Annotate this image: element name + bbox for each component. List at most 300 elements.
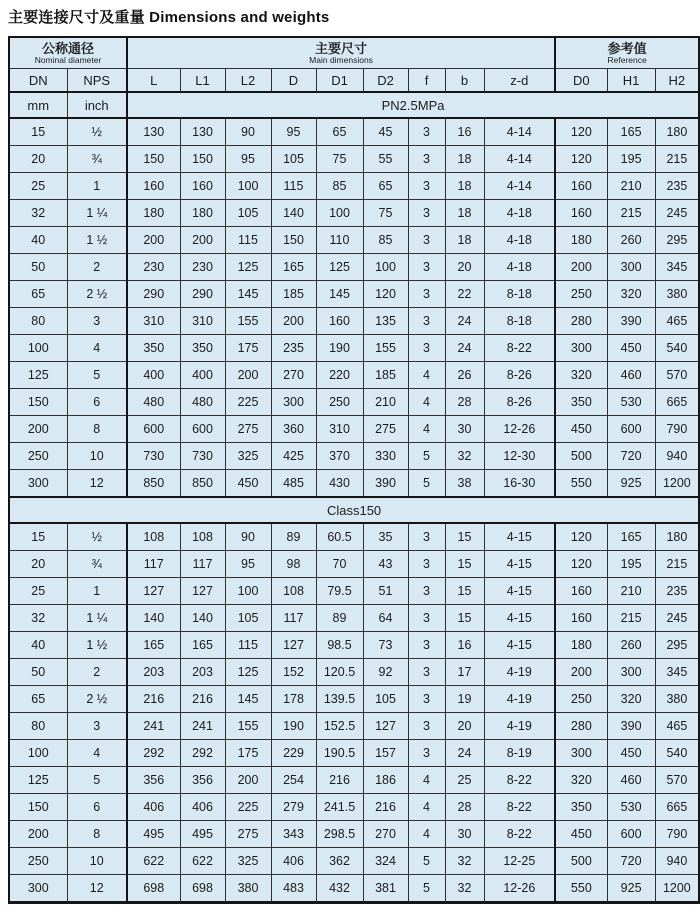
table-cell: 65 — [363, 173, 408, 200]
table-cell: 3 — [408, 200, 445, 227]
table-cell: 135 — [363, 308, 408, 335]
table-cell: 600 — [180, 416, 225, 443]
table-row — [9, 848, 699, 875]
table-cell: 25 — [9, 578, 67, 605]
table-cell: 155 — [363, 335, 408, 362]
table-cell: 4-18 — [484, 254, 555, 281]
table-cell: 18 — [445, 173, 484, 200]
table-cell: 108 — [271, 578, 316, 605]
table-cell: 3 — [408, 659, 445, 686]
table-cell: 2 ½ — [67, 281, 127, 308]
table-cell: 292 — [180, 740, 225, 767]
table-cell: 105 — [271, 146, 316, 173]
table-cell: 300 — [271, 389, 316, 416]
table-cell: 720 — [607, 848, 655, 875]
table-cell: ¾ — [67, 551, 127, 578]
table-cell: 460 — [607, 362, 655, 389]
table-cell: 1200 — [655, 470, 699, 498]
table-cell: 495 — [180, 821, 225, 848]
table-cell: 298.5 — [316, 821, 363, 848]
table-cell: 665 — [655, 389, 699, 416]
table-cell: 350 — [555, 794, 607, 821]
table-cell: 152 — [271, 659, 316, 686]
table-row — [9, 173, 699, 200]
table-cell: 203 — [180, 659, 225, 686]
table-row — [9, 308, 699, 335]
table-cell: 260 — [607, 227, 655, 254]
table-cell: 105 — [225, 200, 271, 227]
table-cell: 250 — [9, 443, 67, 470]
table-cell: 250 — [9, 848, 67, 875]
table-cell: 3 — [408, 740, 445, 767]
column-header-f: f — [408, 69, 445, 93]
table-cell: 320 — [607, 686, 655, 713]
table-cell: 165 — [271, 254, 316, 281]
table-cell: 32 — [9, 200, 67, 227]
table-row — [9, 659, 699, 686]
table-cell: 380 — [655, 686, 699, 713]
table-cell: 345 — [655, 254, 699, 281]
table-cell: 8-22 — [484, 335, 555, 362]
table-cell: 186 — [363, 767, 408, 794]
table-cell: 730 — [180, 443, 225, 470]
column-header-h1: H1 — [607, 69, 655, 93]
table-cell: 390 — [607, 308, 655, 335]
table-cell: 80 — [9, 713, 67, 740]
table-cell: 279 — [271, 794, 316, 821]
table-cell: 55 — [363, 146, 408, 173]
table-cell: 200 — [225, 362, 271, 389]
table-cell: 450 — [607, 740, 655, 767]
table-cell: 330 — [363, 443, 408, 470]
table-cell: 8-18 — [484, 281, 555, 308]
table-cell: 215 — [655, 551, 699, 578]
table-cell: 6 — [67, 794, 127, 821]
table-cell: 4-18 — [484, 227, 555, 254]
table-cell: 250 — [555, 686, 607, 713]
table-cell: 245 — [655, 200, 699, 227]
group-header-nominal-diameter — [9, 37, 127, 69]
table-cell: 165 — [607, 118, 655, 146]
table-cell: 32 — [445, 875, 484, 903]
table-cell: 450 — [555, 821, 607, 848]
table-cell: 4-19 — [484, 713, 555, 740]
table-cell: 500 — [555, 848, 607, 875]
table-cell: 10 — [67, 443, 127, 470]
table-cell: 195 — [607, 146, 655, 173]
table-cell: 22 — [445, 281, 484, 308]
table-cell: 51 — [363, 578, 408, 605]
table-cell: 300 — [9, 470, 67, 498]
table-cell: 25 — [9, 173, 67, 200]
table-cell: 200 — [555, 659, 607, 686]
table-cell: 480 — [180, 389, 225, 416]
table-cell: 180 — [180, 200, 225, 227]
table-cell: 110 — [316, 227, 363, 254]
table-cell: 24 — [445, 335, 484, 362]
column-header-d1: D1 — [316, 69, 363, 93]
table-cell: 295 — [655, 227, 699, 254]
table-cell: 215 — [607, 200, 655, 227]
table-cell: 18 — [445, 227, 484, 254]
table-cell: 127 — [127, 578, 180, 605]
table-cell: 3 — [408, 686, 445, 713]
table-cell: 180 — [655, 523, 699, 551]
table-cell: 1 ¼ — [67, 200, 127, 227]
table-cell: 300 — [607, 254, 655, 281]
table-cell: 210 — [363, 389, 408, 416]
group-header-main-dimensions — [127, 37, 555, 69]
table-cell: 17 — [445, 659, 484, 686]
table-cell: 89 — [271, 523, 316, 551]
table-cell: 3 — [408, 523, 445, 551]
table-cell: 4-19 — [484, 659, 555, 686]
table-cell: 20 — [445, 254, 484, 281]
table-cell: 540 — [655, 335, 699, 362]
table-cell: 622 — [127, 848, 180, 875]
table-cell: 15 — [445, 551, 484, 578]
table-cell: 8-22 — [484, 767, 555, 794]
table-cell: 2 ½ — [67, 686, 127, 713]
table-cell: 210 — [607, 173, 655, 200]
table-row — [9, 686, 699, 713]
table-row — [9, 523, 699, 551]
table-cell: 16-30 — [484, 470, 555, 498]
column-header-d2: D2 — [363, 69, 408, 93]
table-row — [9, 254, 699, 281]
table-cell: ¾ — [67, 146, 127, 173]
table-cell: 4 — [408, 362, 445, 389]
table-row — [9, 821, 699, 848]
table-cell: 35 — [363, 523, 408, 551]
table-cell: 665 — [655, 794, 699, 821]
table-cell: 4-14 — [484, 173, 555, 200]
table-cell: 483 — [271, 875, 316, 903]
column-header-zd: z-d — [484, 69, 555, 93]
table-cell: 235 — [271, 335, 316, 362]
table-cell: 190 — [271, 713, 316, 740]
table-cell: 15 — [445, 605, 484, 632]
table-cell: 15 — [9, 523, 67, 551]
section-label-pn25mpa: PN2.5MPa — [127, 92, 699, 118]
table-cell: 465 — [655, 713, 699, 740]
table-cell: 290 — [180, 281, 225, 308]
table-row — [9, 713, 699, 740]
table-cell: 216 — [316, 767, 363, 794]
table-row — [9, 794, 699, 821]
table-cell: 550 — [555, 875, 607, 903]
table-cell: 3 — [67, 713, 127, 740]
table-cell: 215 — [607, 605, 655, 632]
table-cell: 38 — [445, 470, 484, 498]
table-cell: 165 — [180, 632, 225, 659]
table-cell: 1200 — [655, 875, 699, 903]
table-cell: 3 — [408, 551, 445, 578]
table-cell: 26 — [445, 362, 484, 389]
table-cell: 100 — [9, 740, 67, 767]
table-cell: 345 — [655, 659, 699, 686]
unit-mm: mm — [9, 92, 67, 118]
table-cell: 43 — [363, 551, 408, 578]
table-cell: 24 — [445, 308, 484, 335]
table-row — [9, 118, 699, 146]
table-cell: 380 — [655, 281, 699, 308]
table-cell: 75 — [316, 146, 363, 173]
table-cell: 3 — [408, 335, 445, 362]
table-row — [9, 470, 699, 498]
table-cell: 155 — [225, 713, 271, 740]
table-cell: 8-26 — [484, 389, 555, 416]
table-cell: 160 — [180, 173, 225, 200]
table-cell: 125 — [225, 659, 271, 686]
table-cell: 160 — [127, 173, 180, 200]
table-row — [9, 632, 699, 659]
table-cell: 180 — [555, 632, 607, 659]
table-cell: 241.5 — [316, 794, 363, 821]
table-cell: 360 — [271, 416, 316, 443]
table-cell: 698 — [127, 875, 180, 903]
table-cell: 390 — [363, 470, 408, 498]
table-cell: 95 — [271, 118, 316, 146]
table-cell: 108 — [127, 523, 180, 551]
table-cell: 125 — [9, 767, 67, 794]
table-cell: 175 — [225, 740, 271, 767]
table-cell: 5 — [408, 875, 445, 903]
table-cell: 3 — [408, 605, 445, 632]
table-cell: 195 — [607, 551, 655, 578]
group-header-reference — [555, 37, 699, 69]
group-label-zh: 参考值 — [607, 40, 647, 56]
table-cell: 4-19 — [484, 686, 555, 713]
table-cell: 480 — [127, 389, 180, 416]
column-header-l: L — [127, 69, 180, 93]
table-cell: ½ — [67, 523, 127, 551]
table-cell: 152.5 — [316, 713, 363, 740]
table-cell: 185 — [271, 281, 316, 308]
table-cell: 79.5 — [316, 578, 363, 605]
table-cell: 18 — [445, 146, 484, 173]
table-cell: 406 — [180, 794, 225, 821]
table-cell: 98 — [271, 551, 316, 578]
table-cell: 185 — [363, 362, 408, 389]
group-header-row — [9, 37, 699, 69]
table-cell: 12-26 — [484, 416, 555, 443]
table-cell: 100 — [316, 200, 363, 227]
table-cell: 200 — [9, 821, 67, 848]
table-cell: 450 — [607, 335, 655, 362]
table-cell: 30 — [445, 416, 484, 443]
table-cell: 4 — [408, 767, 445, 794]
table-cell: 120 — [555, 551, 607, 578]
table-cell: 450 — [225, 470, 271, 498]
table-cell: 450 — [555, 416, 607, 443]
table-cell: 3 — [408, 632, 445, 659]
table-cell: 3 — [408, 713, 445, 740]
table-cell: 157 — [363, 740, 408, 767]
table-cell: 4 — [67, 740, 127, 767]
table-cell: 310 — [180, 308, 225, 335]
table-cell: 216 — [127, 686, 180, 713]
table-cell: 8-19 — [484, 740, 555, 767]
table-cell: 1 ¼ — [67, 605, 127, 632]
table-cell: 3 — [408, 118, 445, 146]
table-cell: 117 — [271, 605, 316, 632]
table-cell: 15 — [445, 578, 484, 605]
table-cell: 105 — [225, 605, 271, 632]
table-cell: 4-15 — [484, 605, 555, 632]
table-cell: 850 — [127, 470, 180, 498]
table-cell: 92 — [363, 659, 408, 686]
table-cell: 12-25 — [484, 848, 555, 875]
table-cell: 115 — [225, 632, 271, 659]
group-label-en: Nominal diameter — [34, 55, 102, 66]
table-cell: 600 — [607, 416, 655, 443]
table-cell: 120.5 — [316, 659, 363, 686]
table-cell: 250 — [316, 389, 363, 416]
table-cell: 320 — [555, 767, 607, 794]
column-header-d0: D0 — [555, 69, 607, 93]
table-cell: 90 — [225, 523, 271, 551]
table-row — [9, 335, 699, 362]
table-cell: 16 — [445, 632, 484, 659]
table-cell: 4-15 — [484, 523, 555, 551]
table-cell: 127 — [363, 713, 408, 740]
table-cell: 6 — [67, 389, 127, 416]
table-cell: 10 — [67, 848, 127, 875]
table-cell: 180 — [127, 200, 180, 227]
table-cell: 3 — [408, 146, 445, 173]
table-cell: 200 — [9, 416, 67, 443]
table-cell: 5 — [408, 443, 445, 470]
table-cell: 140 — [127, 605, 180, 632]
table-cell: 600 — [607, 821, 655, 848]
table-cell: 280 — [555, 308, 607, 335]
table-cell: 150 — [9, 389, 67, 416]
table-cell: 140 — [180, 605, 225, 632]
table-cell: 600 — [127, 416, 180, 443]
table-cell: 200 — [180, 227, 225, 254]
table-cell: 85 — [316, 173, 363, 200]
section-pn25mpa-body — [9, 118, 699, 497]
table-cell: 4-15 — [484, 578, 555, 605]
table-cell: 18 — [445, 200, 484, 227]
section-divider-row — [9, 497, 699, 523]
column-header-dn: DN — [9, 69, 67, 93]
table-cell: 190.5 — [316, 740, 363, 767]
table-cell: 50 — [9, 659, 67, 686]
table-cell: 250 — [555, 281, 607, 308]
section-label-class150: Class150 — [9, 497, 699, 523]
table-cell: 150 — [271, 227, 316, 254]
table-cell: 275 — [225, 821, 271, 848]
dimensions-table — [8, 36, 700, 904]
table-cell: 32 — [9, 605, 67, 632]
table-cell: 300 — [607, 659, 655, 686]
table-cell: 8-18 — [484, 308, 555, 335]
table-cell: 3 — [408, 173, 445, 200]
table-cell: 32 — [445, 443, 484, 470]
table-cell: 178 — [271, 686, 316, 713]
table-cell: 381 — [363, 875, 408, 903]
table-cell: 20 — [445, 713, 484, 740]
table-cell: 241 — [180, 713, 225, 740]
column-header-h2: H2 — [655, 69, 699, 93]
table-cell: 130 — [180, 118, 225, 146]
table-cell: 200 — [555, 254, 607, 281]
group-label-en: Main dimensions — [309, 55, 373, 66]
table-cell: 3 — [408, 281, 445, 308]
table-cell: 3 — [408, 254, 445, 281]
table-cell: 125 — [316, 254, 363, 281]
table-row — [9, 416, 699, 443]
table-cell: 4 — [408, 389, 445, 416]
table-cell: 4 — [67, 335, 127, 362]
column-header-b: b — [445, 69, 484, 93]
group-label-en: Reference — [607, 55, 647, 66]
table-cell: 530 — [607, 389, 655, 416]
table-cell: 8-26 — [484, 362, 555, 389]
table-row — [9, 227, 699, 254]
table-cell: 320 — [607, 281, 655, 308]
table-cell: 406 — [271, 848, 316, 875]
table-cell: 2 — [67, 659, 127, 686]
table-cell: 160 — [555, 578, 607, 605]
table-cell: 730 — [127, 443, 180, 470]
table-cell: 28 — [445, 794, 484, 821]
table-cell: 15 — [9, 118, 67, 146]
table-cell: 45 — [363, 118, 408, 146]
table-cell: 98.5 — [316, 632, 363, 659]
table-cell: 70 — [316, 551, 363, 578]
table-cell: 850 — [180, 470, 225, 498]
table-row — [9, 740, 699, 767]
table-cell: 80 — [9, 308, 67, 335]
table-cell: 105 — [363, 686, 408, 713]
table-cell: 28 — [445, 389, 484, 416]
table-cell: 12-26 — [484, 875, 555, 903]
table-cell: 117 — [127, 551, 180, 578]
table-cell: 1 ½ — [67, 632, 127, 659]
table-cell: 125 — [225, 254, 271, 281]
table-cell: 300 — [555, 740, 607, 767]
table-cell: 100 — [225, 173, 271, 200]
table-cell: 4 — [408, 416, 445, 443]
table-cell: 495 — [127, 821, 180, 848]
section-class150-body — [9, 523, 699, 903]
table-cell: 145 — [225, 686, 271, 713]
table-cell: 245 — [655, 605, 699, 632]
table-cell: 432 — [316, 875, 363, 903]
column-header-nps: NPS — [67, 69, 127, 93]
table-cell: 64 — [363, 605, 408, 632]
table-cell: 465 — [655, 308, 699, 335]
table-cell: 290 — [127, 281, 180, 308]
table-cell: 5 — [67, 767, 127, 794]
table-cell: 165 — [607, 523, 655, 551]
table-cell: 50 — [9, 254, 67, 281]
table-cell: 235 — [655, 173, 699, 200]
units-row — [9, 92, 699, 118]
table-cell: 12 — [67, 875, 127, 903]
table-cell: 320 — [555, 362, 607, 389]
table-cell: 65 — [316, 118, 363, 146]
table-cell: 4-14 — [484, 146, 555, 173]
table-cell: 324 — [363, 848, 408, 875]
table-cell: 85 — [363, 227, 408, 254]
table-cell: 270 — [363, 821, 408, 848]
table-cell: 235 — [655, 578, 699, 605]
table-cell: 100 — [9, 335, 67, 362]
